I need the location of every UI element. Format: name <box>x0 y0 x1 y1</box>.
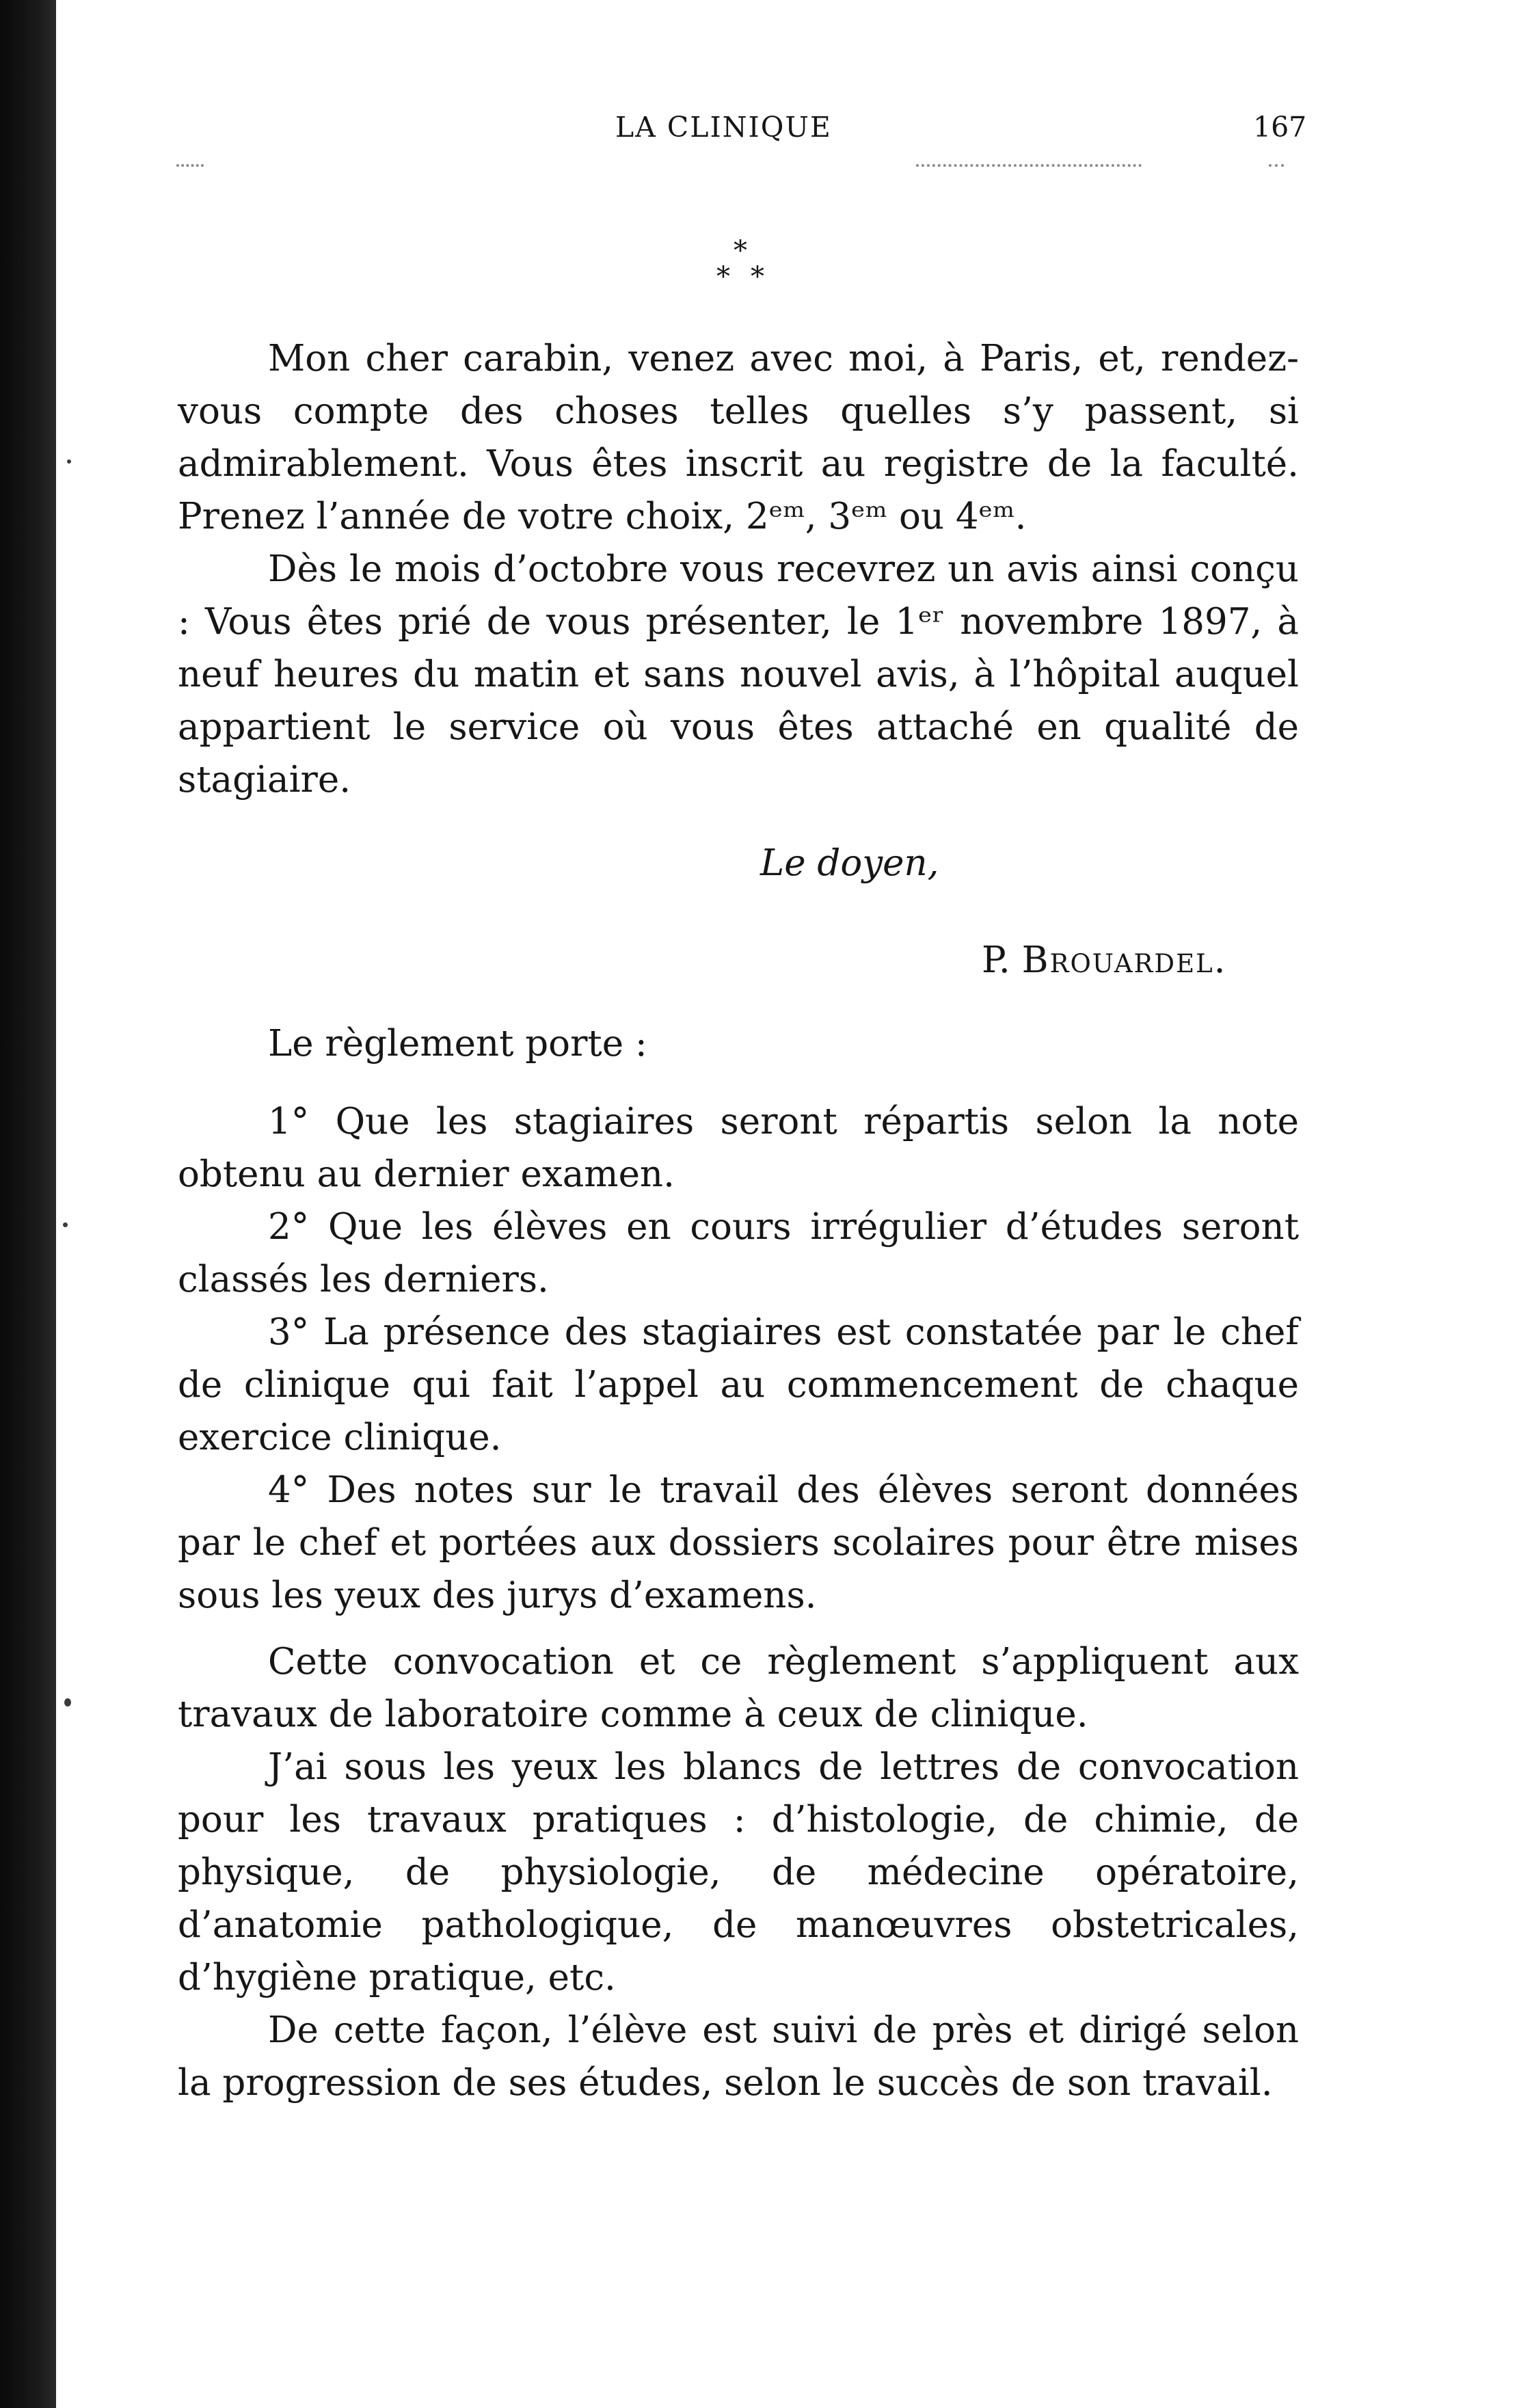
reglement-intro: Le règlement porte : <box>268 1023 647 1065</box>
scan-speck <box>64 1698 71 1707</box>
svg-text:*: * <box>716 261 730 293</box>
page-number: 167 <box>1253 111 1307 144</box>
body-paragraph: J’ai sous les yeux les blancs de lettres de convocation pour les travaux pratiques : d’histologie, de chimie, de physique, de physiologie, de médecine opératoire, d’anatomie pathologique, de manœuvres obstetricales, d’hygiène pratique, etc. <box>178 1746 1299 1998</box>
letter-closing: Le doyen, <box>760 842 939 884</box>
rule-item: 2° Que les élèves en cours irrégulier d’études seront classés les derniers. <box>178 1206 1299 1300</box>
letter-body <box>178 332 1299 806</box>
closing-text <box>178 1635 1299 2109</box>
rule-item: 4° Des notes sur le travail des élèves seront données par le chef et portées aux dossiers scolaires pour être mises sous les yeux des jurys d’examens. <box>178 1469 1299 1616</box>
page-binding-shadow <box>0 0 56 2408</box>
scan-speck <box>67 459 71 464</box>
svg-text:*: * <box>734 238 747 267</box>
asterism-ornament <box>710 238 771 299</box>
rule-item: 3° La présence des stagiaires est constatée par le chef de clinique qui fait l’appel au commencement de chaque exercice clinique. <box>178 1311 1299 1458</box>
reglement-rules <box>178 1095 1299 1622</box>
letter-paragraph: Mon cher carabin, venez avec moi, à Paris, et, rendez-vous compte des choses telles quelles s’y passent, si admirablement. Vous êtes inscrit au registre de la faculté. Prenez l’année de votre choix, 2ᵉᵐ, 3ᵉᵐ ou 4ᵉᵐ. <box>178 338 1299 537</box>
svg-text:*: * <box>751 261 764 293</box>
body-paragraph: De cette façon, l’élève est suivi de près et dirigé selon la progression de ses études, selon le succès de son travail. <box>178 2009 1299 2104</box>
letter-signature <box>982 939 1227 981</box>
header-rule-right <box>1269 164 1284 171</box>
signature-name: Brouardel. <box>1021 939 1227 981</box>
rule-item: 1° Que les stagiaires seront répartis selon la note obtenu au dernier examen. <box>178 1101 1299 1195</box>
signature-initial: P. <box>982 939 1010 981</box>
letter-paragraph: Dès le mois d’octobre vous recevrez un avis ainsi conçu : Vous êtes prié de vous présenter, le 1ᵉʳ novembre 1897, à neuf heures du matin et sans nouvel avis, à l’hôpital auquel appartient le service où vous êtes attaché en qualité de stagiaire. <box>178 548 1299 801</box>
running-head: LA CLINIQUE <box>615 111 832 144</box>
body-paragraph: Cette convocation et ce règlement s’appliquent aux travaux de laboratoire comme à ceux de clinique. <box>178 1641 1299 1735</box>
header-rule-left <box>176 164 204 171</box>
scan-speck <box>63 1222 68 1227</box>
header-rule-mid <box>916 164 1142 171</box>
